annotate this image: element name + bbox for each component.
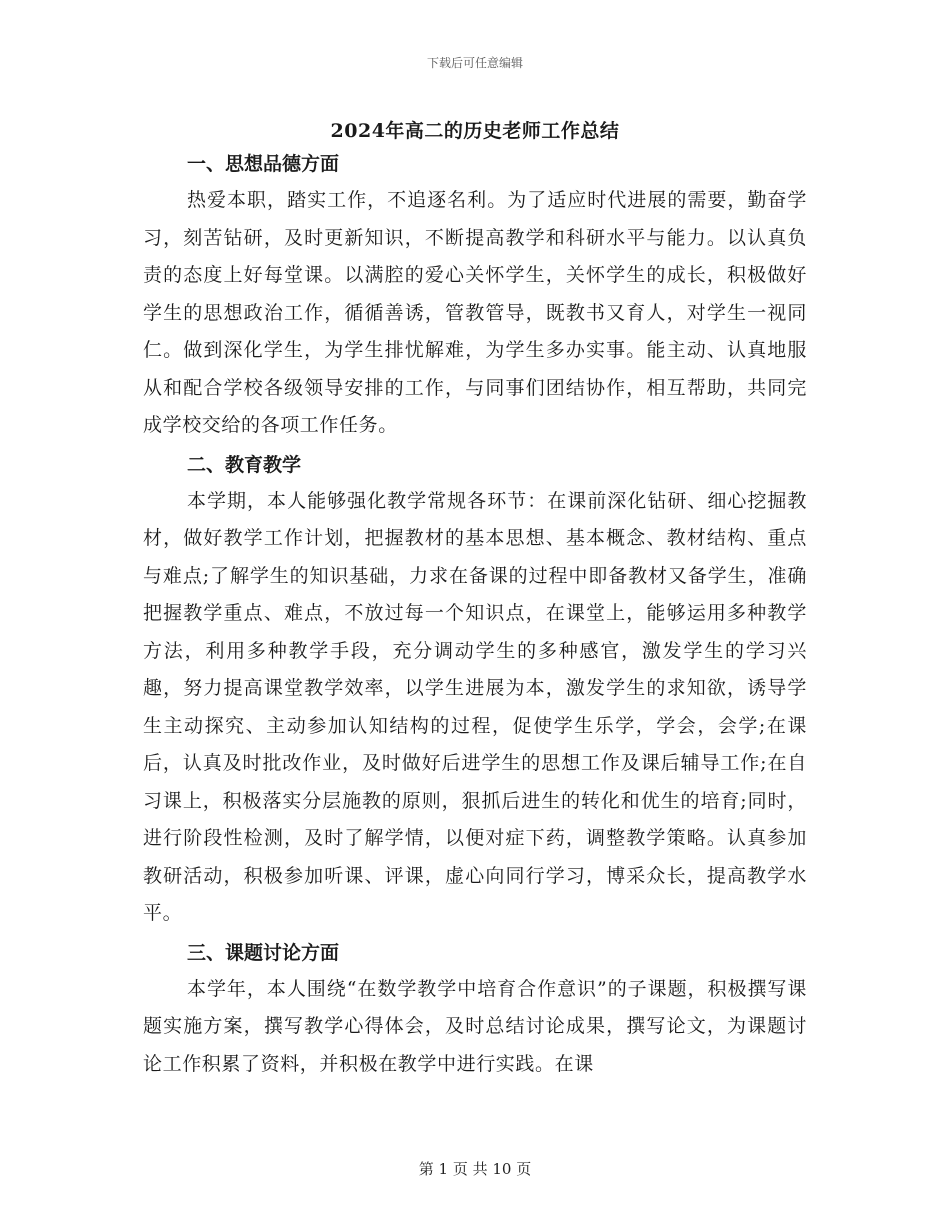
section-heading: 一、思想品德方面 xyxy=(187,153,340,175)
section-paragraph: 本学年，本人围绕“在数学教学中培育合作意识”的子课题，积极撰写课题实施方案，撰写教学心得体会，及时总结讨论成果，撰写论文，为课题讨论工作积累了资料，并积极在教学中进行实践。在课 xyxy=(143,977,807,1075)
section-ideology xyxy=(143,148,807,445)
document-title: 2024年高二的历史老师工作总结 xyxy=(330,120,620,142)
section-paragraph: 热爱本职，踏实工作，不追逐名利。为了适应时代进展的需要，勤奋学习，刻苦钻研，及时更新知识，不断提高教学和科研水平与能力。以认真负责的态度上好每堂课。以满腔的爱心关怀学生，关怀学生的成长，积极做好学生的思想政治工作，循循善诱，管教管导，既教书又育人，对学生一视同仁。做到深化学生，为学生排忧解难，为学生多办实事。能主动、认真地服从和配合学校各级领导安排的工作，与同事们团结协作，相互帮助，共同完成学校交给的各项工作任务。 xyxy=(143,189,807,436)
document-body xyxy=(143,148,807,1087)
section-paragraph: 本学期，本人能够强化教学常规各环节：在课前深化钻研、细心挖掘教材，做好教学工作计划，把握教材的基本思想、基本概念、教材结构、重点与难点;了解学生的知识基础，力求在备课的过程中即备教材又备学生，准确把握教学重点、难点，不放过每一个知识点，在课堂上，能够运用多种教学方法，利用多种教学手段，充分调动学生的多种感官，激发学生的学习兴趣，努力提高课堂教学效率，以学生进展为本，激发学生的求知欲，诱导学生主动探究、主动参加认知结构的过程，促使学生乐学，学会，会学;在课后，认真及时批改作业，及时做好后进学生的思想工作及课后辅导工作;在自习课上，积极落实分层施教的原则，狠抓后进生的转化和优生的培育;同时，进行阶段性检测，及时了解学情，以便对症下药，调整教学策略。认真参加教研活动，积极参加听课、评课，虚心向同行学习，博采众长，提高教学水平。 xyxy=(143,489,807,924)
section-heading: 三、课题讨论方面 xyxy=(187,941,340,964)
page-number-footer: 第 1 页 共 10 页 xyxy=(418,1160,532,1178)
page-header-note: 下载后可任意编辑 xyxy=(426,56,523,70)
section-heading: 二、教育教学 xyxy=(187,453,302,476)
section-research xyxy=(143,937,807,1084)
section-teaching xyxy=(143,449,807,933)
